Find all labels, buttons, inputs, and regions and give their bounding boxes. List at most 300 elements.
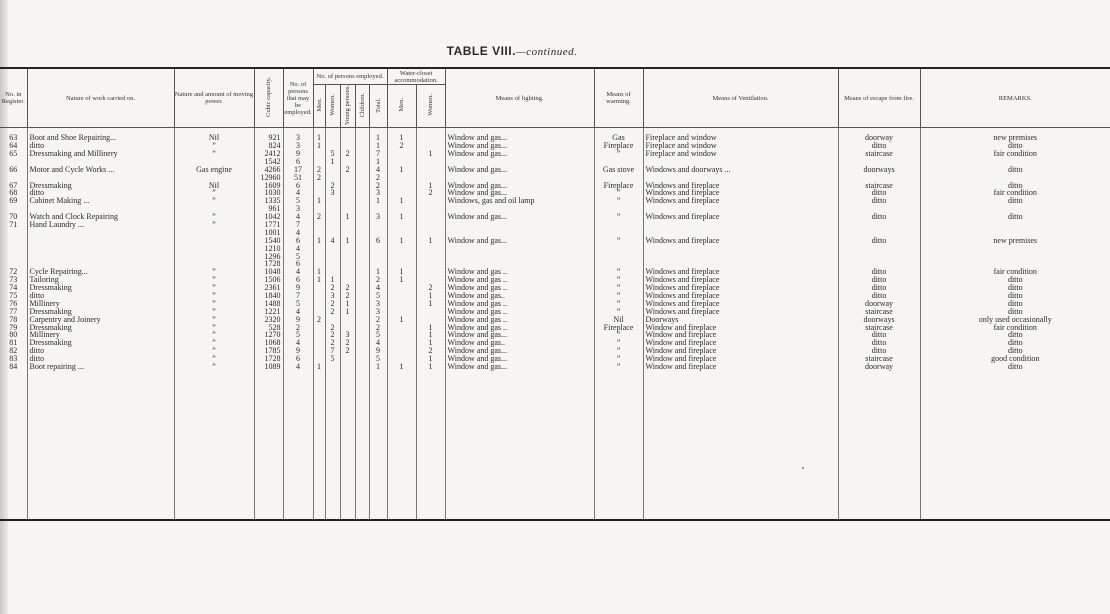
cell-remarks: ditto [920,347,1110,355]
cell-no: 82 [9,346,18,356]
cell-ventilation: Windows and fireplace [643,284,838,292]
header-women [325,85,340,128]
table-row [0,150,1110,158]
cell-wc-men [387,339,416,347]
cell-allowed: 6 [283,237,313,245]
cell-children [355,363,369,371]
cell-men: 1 [313,276,325,284]
header-persons-allowed: No. of persons that may be employed. [283,68,313,128]
cell-total: 1 [369,134,387,142]
cell-lighting [445,245,594,253]
header-power: Nature and amount of moving power. [174,68,254,128]
cell-nature: Millinery [27,300,174,308]
cell-wc-men [387,174,416,182]
cell-remarks: fair condition [920,150,1110,158]
header-ventilation: Means of Ventilation. [643,68,838,128]
cell-wc-men [387,292,416,300]
cell-men [313,331,325,339]
cell-cubic: 528 [254,324,283,332]
cell-nature: Boot repairing ... [27,363,174,371]
cell-lighting: Window and gas.. [445,292,594,300]
cell-power: ” [174,142,254,150]
header-remarks: REMARKS. [920,68,1110,128]
cell-wc-women [416,221,445,229]
cell-cubic: 2412 [254,150,283,158]
cell-allowed: 6 [283,260,313,268]
blank-cell [920,371,1110,520]
cell-young: 1 [340,308,355,316]
cell-nature [27,245,174,253]
cell-lighting: Window and gas.. [445,339,594,347]
cell-children [355,268,369,276]
cell-power: ” [174,292,254,300]
cell-allowed: 4 [283,363,313,371]
blank-cell [594,371,643,520]
table-row [0,292,1110,300]
cell-total: 5 [369,355,387,363]
header-wc-men-text: Men. [398,98,406,112]
cell-allowed: 4 [283,308,313,316]
cell-allowed: 6 [283,355,313,363]
cell-no: 67 [9,180,18,190]
cell-nature: Tailoring [27,276,174,284]
cell-nature [27,253,174,261]
cell-no [0,253,27,261]
header-wc-men [387,85,416,128]
cell-nature: Cycle Repairing... [27,268,174,276]
cell-escape: staircase [838,182,920,190]
cell-remarks: new premises [920,134,1110,142]
cell-ventilation: Windows and doorways ... [643,166,838,174]
cell-allowed: 3 [283,205,313,213]
cell-power: ” [174,189,254,197]
cell-total [369,221,387,229]
cell-ventilation: Window and fireplace [643,339,838,347]
cell-no: 72 [9,267,18,277]
cell-women: 1 [325,276,340,284]
cell-children [355,221,369,229]
cell-lighting: Window and gas .. [445,324,594,332]
cell-warming: Fireplace [594,324,643,332]
cell-cubic: 1506 [254,276,283,284]
cell-remarks: ditto [920,213,1110,221]
cell-warming: Fireplace [594,182,643,190]
cell-total [369,253,387,261]
table-row [0,339,1110,347]
cell-women: 3 [325,292,340,300]
cell-warming [594,221,643,229]
cell-wc-men: 1 [387,134,416,142]
cell-men: 1 [313,268,325,276]
cell-children [355,300,369,308]
cell-total: 1 [369,158,387,166]
cell-remarks [920,221,1110,229]
cell-escape: ditto [838,284,920,292]
cell-young: 1 [340,300,355,308]
cell-lighting: Window and gas... [445,189,594,197]
blank-cell [340,371,355,520]
cell-remarks: fair condition [920,189,1110,197]
cell-young: 3 [340,331,355,339]
cell-warming: ” [594,197,643,205]
cell-escape: ditto [838,237,920,245]
blank-cell [174,371,254,520]
cell-men [313,347,325,355]
cell-power [174,237,254,245]
header-women-text: Women. [329,94,336,116]
header-wc-women [416,85,445,128]
cell-no [0,237,27,245]
cell-lighting: Window and gas... [445,166,594,174]
cell-warming: ” [594,292,643,300]
cell-warming [594,245,643,253]
blank-cell [838,371,920,520]
cell-total: 3 [369,213,387,221]
cell-power: ” [174,276,254,284]
cell-cubic: 1042 [254,213,283,221]
cell-young: 2 [340,150,355,158]
table-row [0,363,1110,371]
cell-no: 63 [9,133,18,143]
cell-lighting: Window and gas... [445,142,594,150]
cell-no: 78 [9,314,18,324]
table-row [0,324,1110,332]
cell-no: 71 [9,219,18,229]
cell-men [313,245,325,253]
cell-escape: ditto [838,197,920,205]
cell-no: 73 [9,275,18,285]
cell-wc-men [387,182,416,190]
cell-wc-men: 1 [387,166,416,174]
cell-lighting: Window and gas... [445,347,594,355]
cell-remarks: only used occasionally [920,316,1110,324]
cell-lighting: Window and gas .. [445,276,594,284]
cell-escape: staircase [838,324,920,332]
cell-allowed: 51 [283,174,313,182]
cell-remarks: ditto [920,142,1110,150]
cell-total: 5 [369,292,387,300]
cell-ventilation [643,221,838,229]
cell-wc-women [416,253,445,261]
cell-women: 1 [325,158,340,166]
cell-power: ” [174,308,254,316]
cell-nature: Dressmaking [27,339,174,347]
blank-cell [643,371,838,520]
cell-power: Nil [174,182,254,190]
cell-no: 81 [9,338,18,348]
cell-young [340,355,355,363]
cell-power [174,253,254,261]
cell-women [325,245,340,253]
cell-remarks: new premises [920,237,1110,245]
header-warming: Means of warming. [594,68,643,128]
cell-no: 79 [9,322,18,332]
cell-cubic: 1542 [254,158,283,166]
cell-young [340,189,355,197]
cell-warming: ” [594,189,643,197]
cell-remarks: ditto [920,182,1110,190]
cell-warming: ” [594,347,643,355]
cell-women: 2 [325,300,340,308]
cell-wc-women: 1 [416,300,445,308]
cell-total: 2 [369,324,387,332]
cell-nature: ditto [27,189,174,197]
cell-young [340,174,355,182]
header-young [340,85,355,128]
blank-cell [325,371,340,520]
cell-no: 84 [9,361,18,371]
table-row [0,268,1110,276]
cell-no [0,245,27,253]
cell-nature: ditto [27,355,174,363]
cell-wc-men [387,245,416,253]
table-row [0,331,1110,339]
cell-cubic: 1089 [254,363,283,371]
cell-ventilation: Windows and fireplace [643,268,838,276]
cell-cubic: 2361 [254,284,283,292]
table-row [0,197,1110,205]
cell-remarks: ditto [920,292,1110,300]
cell-remarks: ditto [920,363,1110,371]
cell-power: ” [174,347,254,355]
cell-nature: Motor and Cycle Works ... [27,166,174,174]
cell-warming: ” [594,339,643,347]
cell-no: 80 [9,330,18,340]
table-row [0,308,1110,316]
cell-wc-women: 1 [416,292,445,300]
cell-escape: doorway [838,134,920,142]
cell-total: 1 [369,363,387,371]
bottom-rule [0,520,1110,521]
cell-wc-women [416,245,445,253]
blank-cell [0,371,27,520]
cell-cubic: 1068 [254,339,283,347]
cell-men: 2 [313,213,325,221]
cell-wc-men: 1 [387,213,416,221]
cell-no: 77 [9,306,18,316]
cell-men [313,292,325,300]
cell-allowed: 4 [283,245,313,253]
cell-men [313,253,325,261]
cell-escape [838,221,920,229]
table-row [0,260,1110,268]
table-row [0,142,1110,150]
cell-ventilation: Window and fireplace [643,355,838,363]
cell-wc-men [387,221,416,229]
cell-allowed: 7 [283,221,313,229]
cell-lighting: Windows, gas and oil lamp [445,197,594,205]
table-row [0,229,1110,237]
cell-children [355,205,369,213]
cell-remarks: fair condition [920,268,1110,276]
cell-children [355,166,369,174]
cell-wc-men [387,300,416,308]
cell-children [355,229,369,237]
cell-women [325,363,340,371]
cell-ventilation: Windows and fireplace [643,292,838,300]
cell-nature: Dressmaking [27,284,174,292]
cell-ventilation: Window and fireplace [643,347,838,355]
cell-young: 1 [340,213,355,221]
title-main: TABLE VIII. [446,44,516,58]
cell-ventilation: Windows and fireplace [643,300,838,308]
cell-total: 1 [369,197,387,205]
cell-total: 9 [369,347,387,355]
cell-ventilation: Window and fireplace [643,324,838,332]
cell-cubic: 1335 [254,197,283,205]
cell-allowed: 9 [283,284,313,292]
cell-children [355,253,369,261]
cell-children [355,355,369,363]
cell-wc-men: 1 [387,197,416,205]
cell-nature: Carpentry and Joinery [27,316,174,324]
cell-remarks [920,253,1110,261]
cell-escape: ditto [838,347,920,355]
table-body [0,128,1110,520]
cell-cubic: 1728 [254,355,283,363]
cell-power: ” [174,339,254,347]
cell-women: 2 [325,331,340,339]
cell-men [313,221,325,229]
table-row [0,166,1110,174]
cell-total: 4 [369,284,387,292]
table-row [0,221,1110,229]
table-row [0,276,1110,284]
cell-power [174,245,254,253]
cell-warming: ” [594,213,643,221]
cell-nature: Dressmaking [27,324,174,332]
cell-wc-women [416,213,445,221]
cell-lighting: Window and gas .. [445,308,594,316]
cell-ventilation: Windows and fireplace [643,189,838,197]
cell-cubic: 1728 [254,260,283,268]
cell-total: 3 [369,300,387,308]
cell-allowed: 5 [283,300,313,308]
cell-allowed: 7 [283,292,313,300]
cell-power: ” [174,268,254,276]
cell-remarks: ditto [920,284,1110,292]
cell-total: 4 [369,339,387,347]
cell-allowed: 6 [283,276,313,284]
table-row [0,237,1110,245]
cell-no: 70 [9,212,18,222]
cell-power: Gas engine [174,166,254,174]
cell-remarks: ditto [920,166,1110,174]
cell-lighting: Window and gas... [445,213,594,221]
cell-remarks: ditto [920,308,1110,316]
cell-no: 76 [9,298,18,308]
cell-wc-men [387,347,416,355]
cell-total: 5 [369,331,387,339]
cell-women: 2 [325,324,340,332]
cell-power: ” [174,197,254,205]
cell-lighting [445,253,594,261]
cell-total: 2 [369,174,387,182]
cell-warming: ” [594,237,643,245]
cell-warming: Gas stove [594,166,643,174]
cell-cubic: 12960 [254,174,283,182]
blank-cell [416,371,445,520]
cell-children [355,182,369,190]
cell-lighting: Window and gas .. [445,284,594,292]
cell-remarks: ditto [920,276,1110,284]
cell-children [355,260,369,268]
header-no: No. in Register. [0,68,27,128]
blank-cell [27,371,174,520]
cell-wc-men: 2 [387,142,416,150]
cell-young [340,134,355,142]
cell-escape: doorway [838,300,920,308]
cell-young [340,268,355,276]
cell-men: 2 [313,316,325,324]
cell-no: 69 [9,196,18,206]
factory-register-table [0,67,1110,521]
cell-total: 7 [369,150,387,158]
cell-ventilation: Windows and fireplace [643,182,838,190]
cell-escape: staircase [838,150,920,158]
table-row [0,253,1110,261]
table-row [0,205,1110,213]
cell-nature: Dressmaking [27,308,174,316]
cell-ventilation: Window and fireplace [643,363,838,371]
cell-nature: Hand Laundry ... [27,221,174,229]
header-escape: Means of escape from fire. [838,68,920,128]
cell-ventilation: Windows and fireplace [643,308,838,316]
cell-no: 74 [9,283,18,293]
cell-cubic: 1540 [254,237,283,245]
cell-wc-women: 1 [416,182,445,190]
header-cubic-text: Cubic capacity. [265,77,272,118]
cell-ventilation: Windows and fireplace [643,237,838,245]
cell-escape: ditto [838,339,920,347]
cell-young [340,253,355,261]
cell-women [325,134,340,142]
cell-wc-men [387,253,416,261]
cell-wc-women: 1 [416,363,445,371]
header-young-text: Young persons. [344,85,351,126]
header-total-text: Total. [374,97,382,113]
cell-men: 2 [313,174,325,182]
cell-power: ” [174,324,254,332]
cell-remarks: ditto [920,300,1110,308]
cell-wc-women: 1 [416,237,445,245]
header-children [355,85,369,128]
cell-cubic: 4266 [254,166,283,174]
cell-allowed: 5 [283,197,313,205]
cell-cubic: 1488 [254,300,283,308]
cell-men [313,284,325,292]
cell-no: 83 [9,354,18,364]
cell-children [355,331,369,339]
cell-wc-men [387,150,416,158]
cell-wc-men [387,324,416,332]
table-row [0,284,1110,292]
cell-young: 2 [340,347,355,355]
table-title [0,44,1024,59]
cell-cubic: 1048 [254,268,283,276]
cell-escape: ditto [838,142,920,150]
cell-women [325,166,340,174]
cell-allowed: 4 [283,339,313,347]
cell-women [325,213,340,221]
cell-power: ” [174,213,254,221]
cell-nature: Boot and Shoe Repairing... [27,134,174,142]
cell-allowed: 9 [283,150,313,158]
header-persons-employed: No. of persons employed. [313,68,387,85]
cell-remarks: ditto [920,339,1110,347]
cell-allowed: 4 [283,268,313,276]
cell-wc-men [387,331,416,339]
